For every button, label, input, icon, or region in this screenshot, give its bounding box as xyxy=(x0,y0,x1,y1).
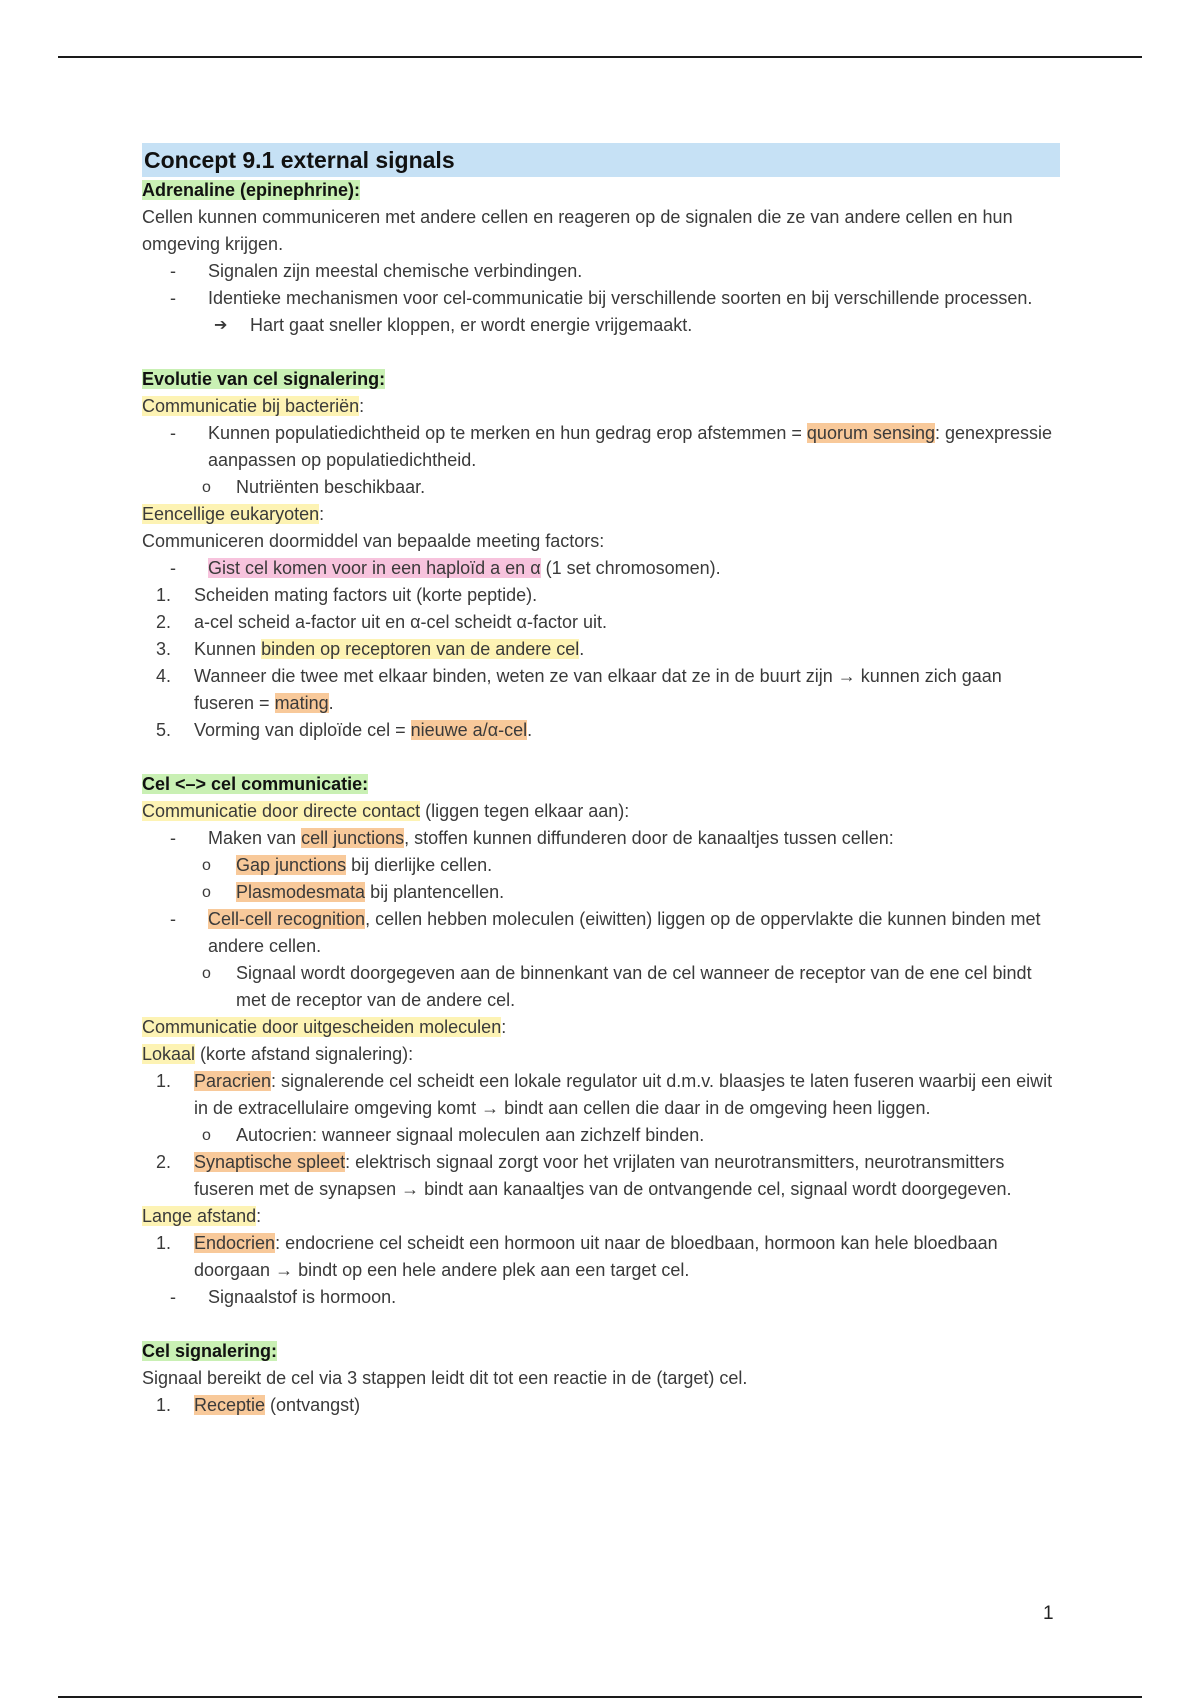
page-number: 1 xyxy=(1043,1603,1054,1624)
highlight-term: cell junctions xyxy=(301,828,405,848)
page-title: Concept 9.1 external signals xyxy=(142,143,1060,177)
numbered-item: 1. Endocrien: endocriene cel scheidt een hormoon uit naar de bloedbaan, hormoon kan hele bloedbaan doorgaan → bindt op een hele andere plek aan een target cel. xyxy=(156,1233,998,1280)
highlight-term: Gist cel komen voor in een haploïd a en α xyxy=(208,558,541,578)
section-heading-evolutie: Evolutie van cel signalering: xyxy=(142,369,386,389)
section-heading-cel-signalering: Cel signalering: xyxy=(142,1341,278,1361)
numbered-item: 3. Kunnen binden op receptoren van de andere cel. xyxy=(156,639,585,659)
numbered-item: 1. Scheiden mating factors uit (korte peptide). xyxy=(156,585,538,605)
highlight-term: Gap junctions xyxy=(236,855,347,875)
highlight-term: Paracrien xyxy=(194,1071,272,1091)
paragraph: Signaal bereikt de cel via 3 stappen leidt dit tot een reactie in de (target) cel. xyxy=(142,1368,748,1388)
bullet-item: - Signaalstof is hormoon. xyxy=(142,1284,1060,1311)
sub-bullet-item: o Signaal wordt doorgegeven aan de binnenkant van de cel wanneer de receptor van de ene cel bindt met de receptor van de andere cel. xyxy=(142,960,1060,1014)
bullet-item: - Maken van cell junctions, stoffen kunnen diffunderen door de kanaaltjes tussen cellen: xyxy=(142,825,1060,852)
subheading-line: Communicatie door directe contact (liggen tegen elkaar aan): xyxy=(142,801,630,821)
highlight-term: binden op receptoren van de andere cel xyxy=(261,639,580,659)
numbered-item: 1. Receptie (ontvangst) xyxy=(156,1395,361,1415)
highlight-term: Cell-cell recognition xyxy=(208,909,366,929)
paragraph: Cellen kunnen communiceren met andere cellen en reageren op de signalen die ze van andere cellen en hun omgeving krijgen. xyxy=(142,207,1013,254)
sub-bullet-item: o Autocrien: wanneer signaal moleculen aan zichzelf binden. xyxy=(142,1122,1060,1149)
numbered-item: 2. Synaptische spleet: elektrisch signaal zorgt voor het vrijlaten van neurotransmitters, neurotransmitters fuseren met de synapsen → bindt aan kanaaltjes van de ontvangende cel, signaal wordt doorgegeven. xyxy=(156,1152,1012,1199)
bullet-item: - Cell-cell recognition, cellen hebben moleculen (eiwitten) liggen op de oppervlakte die kunnen binden met andere cellen. xyxy=(142,906,1060,960)
footer-rule xyxy=(58,1696,1142,1698)
subheading: Communicatie bij bacteriën xyxy=(142,396,360,416)
highlight-term: mating xyxy=(274,693,329,713)
bullet-item: - Signalen zijn meestal chemische verbindingen. xyxy=(142,258,1060,285)
bullet-item: - Gist cel komen voor in een haploïd a en α (1 set chromosomen). xyxy=(142,555,1060,582)
numbered-item: 2. a-cel scheid a-factor uit en α-cel scheidt α-factor uit. xyxy=(156,612,607,632)
subheading: Eencellige eukaryoten xyxy=(142,504,320,524)
numbered-item: 1. Paracrien: signalerende cel scheidt een lokale regulator uit d.m.v. blaasjes te laten fuseren waarbij een eiwit in de extracellulaire omgeving komt → bindt aan cellen die daar in de omgeving heen liggen. xyxy=(156,1071,1053,1118)
highlight-term: Plasmodesmata xyxy=(236,882,366,902)
bullet-item: - Kunnen populatiedichtheid op te merken en hun gedrag erop afstemmen = quorum sensing: genexpressie aanpassen op populatiedichtheid. xyxy=(142,420,1060,474)
subheading-line: Lokaal (korte afstand signalering): xyxy=(142,1044,414,1064)
subheading: Lange afstand xyxy=(142,1206,257,1226)
document-body: Concept 9.1 external signals Adrenaline (epinephrine): Cellen kunnen communiceren met andere cellen en reageren op de signalen die ze van andere cellen en hun omgeving krijgen. - Signalen zijn meestal chemische verbindingen. - Identieke mechanismen voor cel-communicatie bij verschillende soorten en bij verschillende processen. ➔ Hart gaat sneller kloppen, er wordt energie vrijgemaakt. Evolutie van cel signalering: Communicatie bij bacteriën: - Kunnen populatiedichtheid op te merken en hun gedrag erop afstemmen = quorum sensing: genexpressie aanpassen op populatiedichtheid. o Nutriënten beschikbaar. Eencellige eukaryoten: Communiceren doormiddel van bepaalde meeting factors: - Gist cel komen voor in een haploïd a en α (1 set chromosomen). 1. Scheiden mating factors uit (korte peptide). 2. a-cel scheid a-factor uit en α-cel scheidt α-factor uit. 3. Kunnen binden op receptoren van de andere cel. 4. Wanneer die twee met elkaar binden, weten ze van elkaar dat ze in de buurt zijn → kunnen zich gaan fuseren = mating. 5. Vorming van diploïde cel = nieuwe a/α-cel. Cel <–> cel communicatie: Communicatie door directe contact (liggen tegen elkaar aan): - Maken van cell junctions, stoffen kunnen diffunderen door de kanaaltjes tussen cellen: o Gap junctions bij dierlijke cellen. o Plasmodesmata bij plantencellen. - Cell-cell recognition, cellen hebben moleculen (eiwitten) liggen op de oppervlakte die kunnen binden met andere cellen. o Signaal wordt doorgegeven aan de binnenkant van de cel wanneer de receptor van de ene cel bindt met de receptor van de andere cel. Communicatie door uitgescheiden moleculen: Lokaal (korte afstand signalering): 1. Paracrien: signalerende cel scheidt een lokale regulator uit d.m.v. blaasjes te laten fuseren waarbij een eiwit in de extracellulaire omgeving komt → bindt aan cellen die daar in de omgeving heen liggen. o Autocrien: wanneer signaal moleculen aan zichzelf binden. 2. Synaptische spleet: elektrisch signaal zorgt voor het vrijlaten van neurotransmitters, neurotransmitters fuseren met de synapsen → bindt aan kanaaltjes van de ontvangende cel, signaal wordt doorgegeven. Lange afstand: 1. Endocrien: endocriene cel scheidt een hormoon uit naar de bloedbaan, hormoon kan hele bloedbaan doorgaan → bindt op een hele andere plek aan een target cel. - Signaalstof is hormoon. Cel signalering: Signaal bereikt de cel via 3 stappen leidt dit tot een reactie in de (target) cel. 1. Receptie (ontvangst) xyxy=(142,143,1060,1419)
paragraph: Communiceren doormiddel van bepaalde meeting factors: xyxy=(142,531,605,551)
bullet-item: - Identieke mechanismen voor cel-communicatie bij verschillende soorten en bij verschillende processen. xyxy=(142,285,1060,312)
numbered-item: 5. Vorming van diploïde cel = nieuwe a/α-cel. xyxy=(156,720,533,740)
highlight-term: nieuwe a/α-cel xyxy=(410,720,528,740)
sub-bullet-item: o Nutriënten beschikbaar. xyxy=(142,474,1060,501)
section-heading-adrenaline: Adrenaline (epinephrine): xyxy=(142,180,361,200)
numbered-item: 4. Wanneer die twee met elkaar binden, weten ze van elkaar dat ze in de buurt zijn → kunnen zich gaan fuseren = mating. xyxy=(156,666,1002,713)
highlight-term: Synaptische spleet xyxy=(194,1152,346,1172)
sub-bullet-item: o Plasmodesmata bij plantencellen. xyxy=(142,879,1060,906)
section-heading-cel-communicatie: Cel <–> cel communicatie: xyxy=(142,774,369,794)
highlight-term: Endocrien xyxy=(194,1233,276,1253)
sub-bullet-item: o Gap junctions bij dierlijke cellen. xyxy=(142,852,1060,879)
header-rule xyxy=(58,56,1142,58)
highlight-term: Receptie xyxy=(194,1395,266,1415)
arrow-item: ➔ Hart gaat sneller kloppen, er wordt energie vrijgemaakt. xyxy=(142,312,1060,339)
highlight-term: quorum sensing xyxy=(806,423,935,443)
subheading: Communicatie door uitgescheiden moleculen xyxy=(142,1017,502,1037)
